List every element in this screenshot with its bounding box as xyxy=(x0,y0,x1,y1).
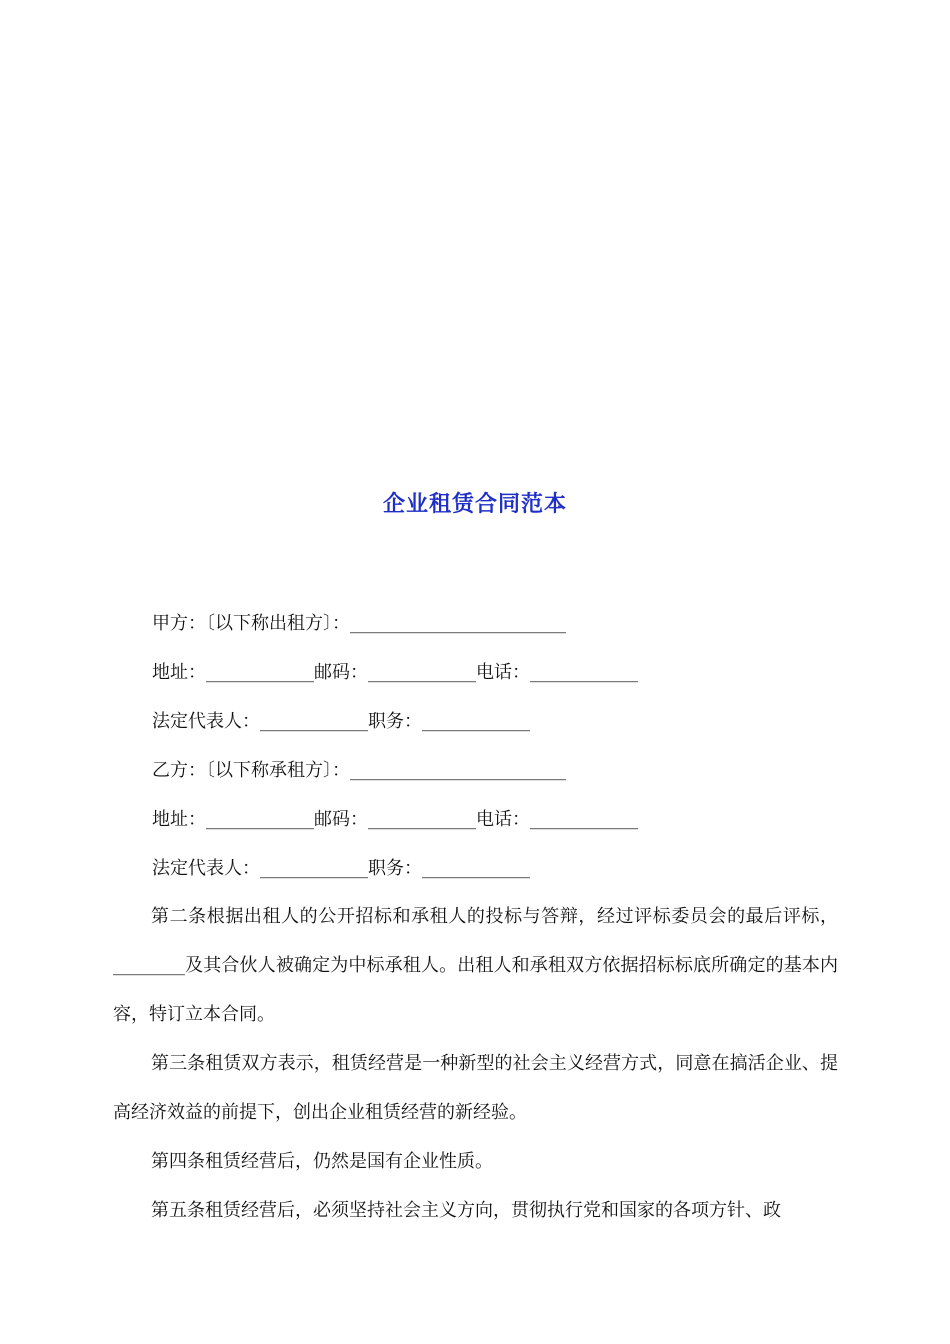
party-b-line: 乙方：〔以下称承租方〕：________________________ xyxy=(152,760,566,781)
article-3-paragraph: 第三条租赁双方表示，租赁经营是一种新型的社会主义经营方式，同意在搞活企业、提高经济效益的前提下，创出企业租赁经营的新经验。 xyxy=(113,1053,838,1123)
article-5-paragraph: 第五条租赁经营后，必须坚持社会主义方向，贯彻执行党和国家的各项方针、政 xyxy=(151,1200,781,1221)
article-2-paragraph: 第二条根据出租人的公开招标和承租人的投标与答辩，经过评标委员会的最后评标，________及其合伙人被确定为中标承租人。出租人和承租双方依据招标标底所确定的基本内容，特订立本合同。 xyxy=(113,906,838,1025)
article-4-paragraph: 第四条租赁经营后，仍然是国有企业性质。 xyxy=(151,1151,493,1172)
party-b-address-line: 地址：____________邮码：____________电话：____________ xyxy=(152,809,638,830)
party-a-address-line: 地址：____________邮码：____________电话：____________ xyxy=(152,662,638,683)
party-a-representative-line: 法定代表人：____________职务：____________ xyxy=(152,711,530,732)
party-a-line: 甲方：〔以下称出租方〕：________________________ xyxy=(152,613,566,634)
party-b-representative-line: 法定代表人：____________职务：____________ xyxy=(152,858,530,879)
document-title: 企业租赁合同范本 xyxy=(382,491,567,517)
